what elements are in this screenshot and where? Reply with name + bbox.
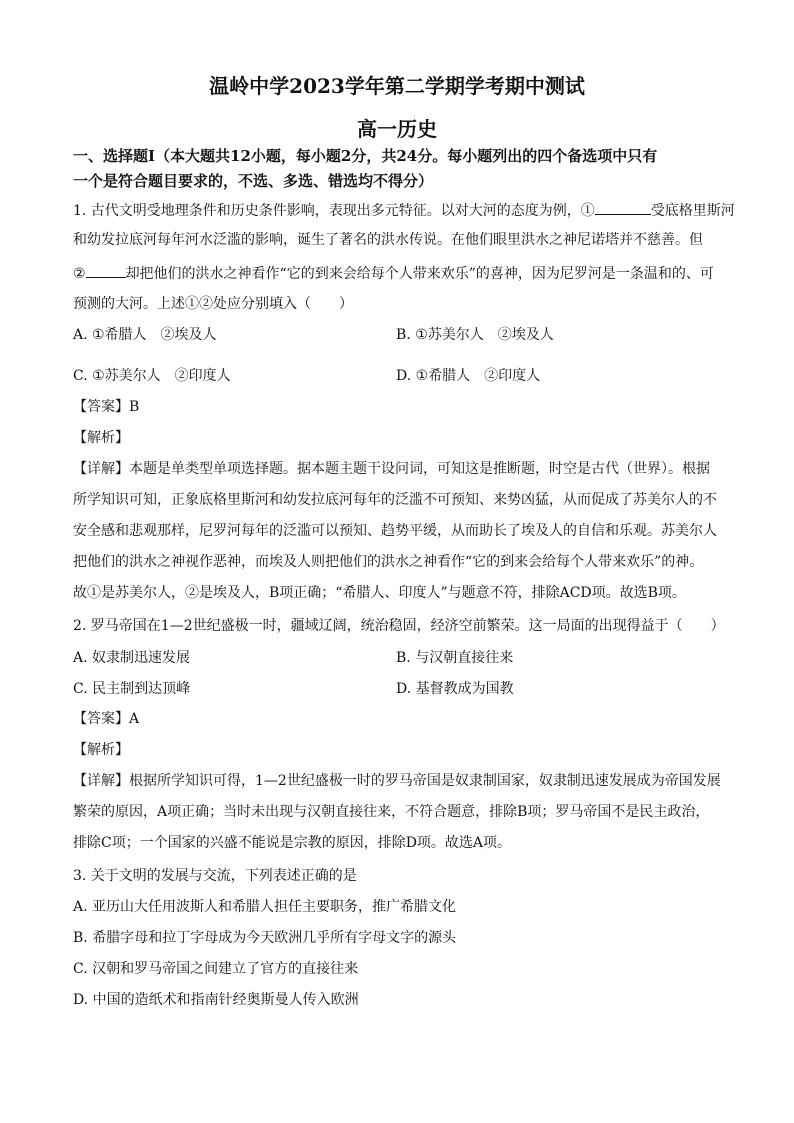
q3-option-c: C. 汉朝和罗马帝国之间建立了官方的直接往来	[73, 961, 359, 977]
section-heading-line2: 一个是符合题目要求的，不选、多选、错选均不得分）	[73, 172, 434, 190]
q1-option-d: D. ①希腊人 ②印度人	[396, 368, 541, 384]
q3-stem: 3. 关于文明的发展与交流，下列表述正确的是	[73, 868, 357, 884]
q2-option-b: B. 与汉朝直接往来	[396, 650, 514, 666]
q1-detail-line4: 把他们的洪水之神视作恶神，而埃及人则把他们的洪水之神看作“它的到来会给每个人带来欢乐”的神。	[73, 554, 704, 570]
exam-title: 温岭中学2023学年第二学期学考期中测试	[209, 74, 585, 98]
q2-option-d: D. 基督教成为国教	[396, 681, 514, 697]
q1-stem-text-d: 却把他们的洪水之神看作“它的到来会给每个人带来欢乐”的喜神，因为尼罗河是一条温和的、可	[125, 266, 714, 282]
q1-stem-line1	[73, 200, 735, 220]
q1-option-a: A. ①希腊人 ②埃及人	[73, 327, 217, 343]
q1-detail-line2: 所学知识可知，正象底格里斯河和幼发拉底河每年的泛滥不可预知、来势凶猛，从而促成了苏美尔人的不	[73, 492, 717, 508]
q1-blank-1	[595, 200, 651, 215]
q3-option-b: B. 希腊字母和拉丁字母成为今天欧洲几乎所有字母文字的源头	[73, 930, 457, 946]
q1-answer: 【答案】B	[73, 399, 140, 415]
q2-detail-line1: 【详解】根据所学知识可得，1—2世纪盛极一时的罗马帝国是奴隶制国家，奴隶制迅速发展成为帝国发展	[73, 773, 721, 789]
q1-stem-text-c: ②	[73, 266, 86, 282]
q1-detail-line3: 安全感和悲观那样，尼罗河每年的泛滥可以预知、趋势平缓，从而助长了埃及人的自信和乐观。苏美尔人	[73, 523, 717, 539]
subject-title: 高一历史	[357, 117, 437, 141]
q1-option-b: B. ①苏美尔人 ②埃及人	[396, 327, 554, 343]
q1-stem-line3	[73, 263, 714, 283]
q1-blank-2	[86, 263, 126, 278]
q2-option-a: A. 奴隶制迅速发展	[73, 650, 191, 666]
q1-stem-text-a: 1. 古代文明受地理条件和历史条件影响，表现出多元特征。以对大河的态度为例，①	[73, 203, 595, 219]
q1-analysis-label: 【解析】	[73, 430, 129, 446]
q1-stem-text-b: 受底格里斯河	[650, 203, 735, 219]
q3-option-d: D. 中国的造纸术和指南针经奥斯曼人传入欧洲	[73, 992, 359, 1008]
q2-option-c: C. 民主制到达顶峰	[73, 681, 191, 697]
q2-answer: 【答案】A	[73, 711, 140, 727]
q1-detail-line1: 【详解】本题是单类型单项选择题。据本题主题干设问词，可知这是推断题，时空是古代（世界）。根据	[73, 461, 710, 477]
q2-stem: 2. 罗马帝国在1—2世纪盛极一时，疆域辽阔，统治稳固，经济空前繁荣。这一局面的出现得益于（ ）	[73, 618, 725, 634]
q2-analysis-label: 【解析】	[73, 742, 129, 758]
q1-stem-line2: 和幼发拉底河每年河水泛滥的影响，诞生了著名的洪水传说。在他们眼里洪水之神尼诺塔并不慈善。但	[73, 232, 703, 248]
q2-detail-line3: 排除C项；一个国家的兴盛不能说是宗教的原因，排除D项。故选A项。	[73, 835, 512, 851]
q1-stem-line4: 预测的大河。上述①②处应分别填入（ ）	[73, 296, 353, 312]
q1-detail-line5: 故①是苏美尔人，②是埃及人，B项正确；“希腊人、印度人”与题意不符，排除ACD项。故选B项。	[73, 585, 686, 601]
section-heading-line1: 一、选择题Ⅰ（本大题共12小题，每小题2分，共24分。每小题列出的四个备选项中只有	[73, 147, 658, 165]
q2-detail-line2: 繁荣的原因，A项正确；当时未出现与汉朝直接往来，不符合题意，排除B项；罗马帝国不是民主政治，	[73, 804, 710, 820]
q3-option-a: A. 亚历山大任用波斯人和希腊人担任主要职务，推广希腊文化	[73, 899, 457, 915]
q1-option-c: C. ①苏美尔人 ②印度人	[73, 368, 231, 384]
